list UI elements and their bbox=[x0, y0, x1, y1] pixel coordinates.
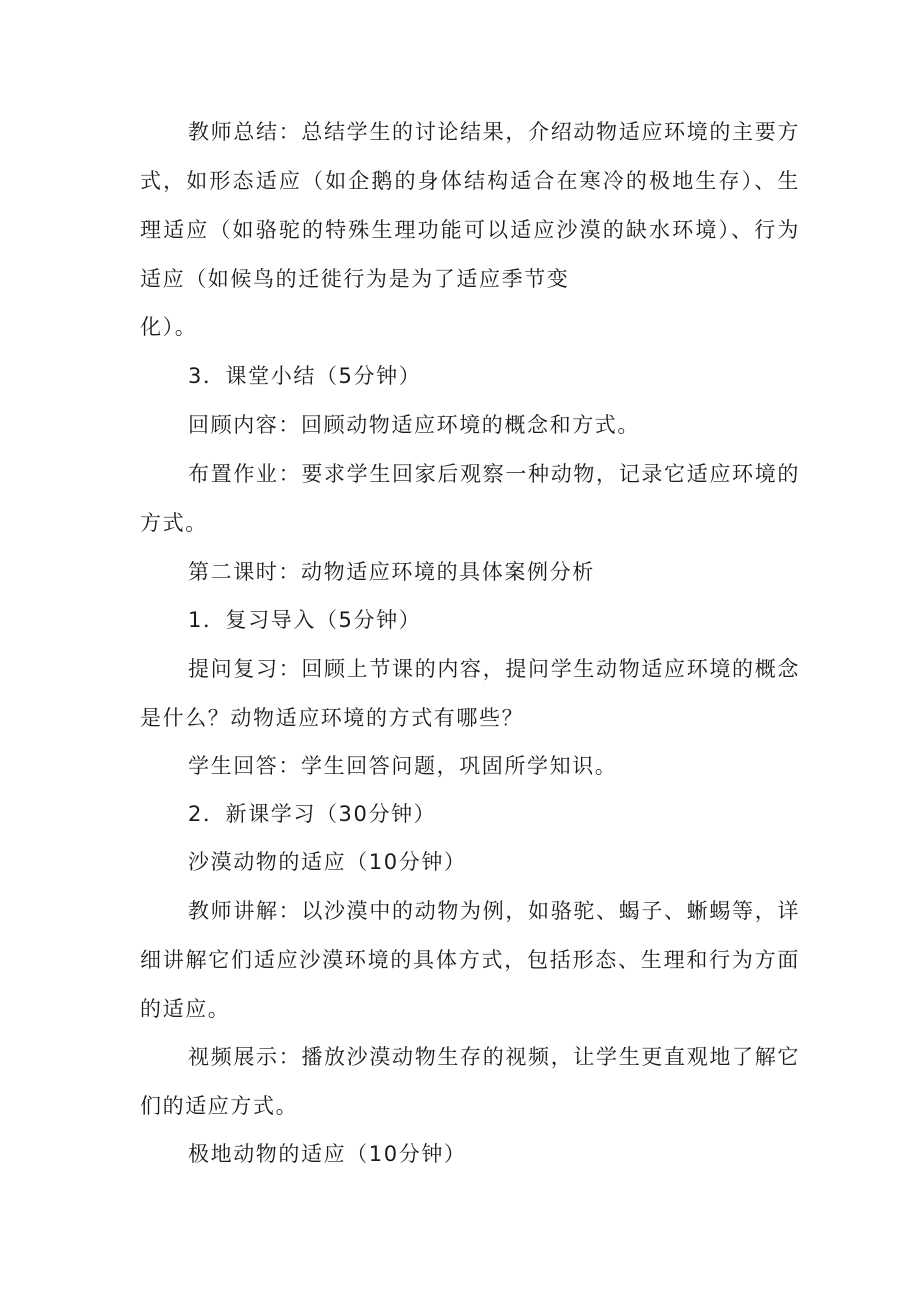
paragraph-video-show: 视频展示：播放沙漠动物生存的视频，让学生更直观地了解它们的适应方式。 bbox=[140, 1045, 800, 1118]
heading-class-summary: 3．课堂小结（5分钟） bbox=[188, 364, 422, 388]
heading-polar-animals: 极地动物的适应（10分钟） bbox=[188, 1142, 467, 1166]
paragraph-question-review: 提问复习：回顾上节课的内容，提问学生动物适应环境的概念是什么？动物适应环境的方式有哪些？ bbox=[140, 657, 800, 730]
paragraph-teacher-summary-end: 化）。 bbox=[140, 315, 198, 339]
paragraph-teacher-summary: 教师总结：总结学生的讨论结果，介绍动物适应环境的主要方式，如形态适应（如企鹅的身体结构适合在寒冷的极地生存）、生理适应（如骆驼的特殊生理功能可以适应沙漠的缺水环境）、行为适应（如候鸟的迁徙行为是为了适应季节变 bbox=[140, 120, 800, 291]
paragraph-review-content: 回顾内容：回顾动物适应环境的概念和方式。 bbox=[188, 413, 640, 437]
heading-desert-animals: 沙漠动物的适应（10分钟） bbox=[188, 850, 467, 874]
heading-new-lesson: 2．新课学习（30分钟） bbox=[188, 802, 437, 826]
paragraph-teacher-explain: 教师讲解：以沙漠中的动物为例，如骆驼、蝎子、蜥蜴等，详细讲解它们适应沙漠环境的具体方式，包括形态、生理和行为方面的适应。 bbox=[140, 899, 800, 1021]
heading-second-lesson: 第二课时：动物适应环境的具体案例分析 bbox=[188, 560, 595, 584]
heading-review-intro: 1．复习导入（5分钟） bbox=[188, 608, 422, 632]
paragraph-student-answer: 学生回答：学生回答问题，巩固所学知识。 bbox=[188, 754, 618, 778]
paragraph-homework: 布置作业：要求学生回家后观察一种动物，记录它适应环境的方式。 bbox=[140, 462, 800, 535]
